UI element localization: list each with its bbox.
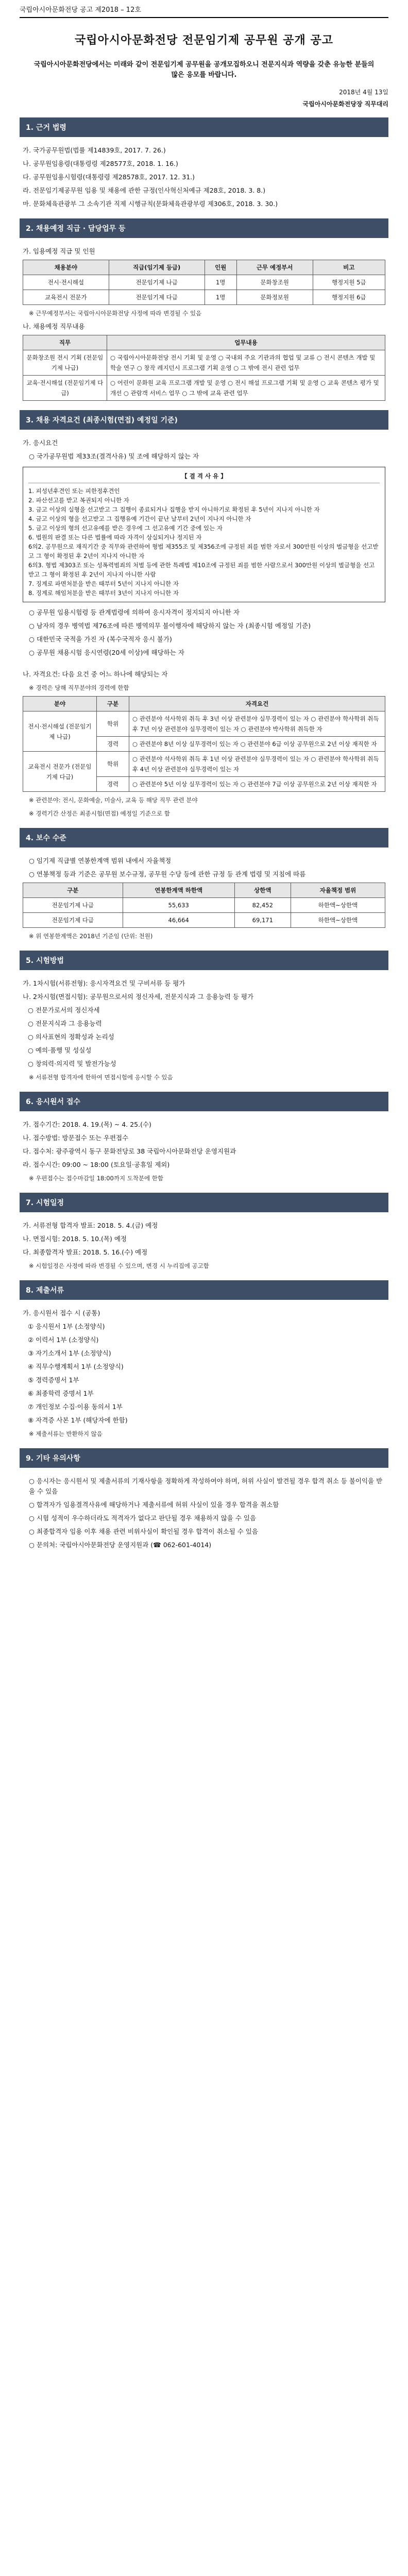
table-cell: 전문임기제 나급 [23,898,123,913]
table-cell: 교육·전시해설 (전문임기제 다급) [23,376,107,401]
list-item: 다. 공무원임용시험령(대통령령 제28578호, 2017. 12. 31.) [23,173,195,181]
table-row [23,913,385,928]
list-item: ② 이력서 1부 (소정양식) [28,1336,99,1344]
list-item: ③ 자기소개서 1부 (소정양식) [28,1349,111,1357]
table-note: ※ 근무예정부서는 국립아시아문화전당 사정에 따라 변경될 수 있음 [29,310,202,317]
table-cell: 학위 [97,711,129,737]
table-cell: ○ 관련분야 5년 이상 실무경력이 있는 자 ○ 관련분야 7급 이상 공무원으로 2년 이상 재직한 자 [129,777,385,792]
section-notes [20,1448,388,1550]
table-cell: 전시·전시해설 [23,275,109,290]
announce-date: 2018년 4월 13일 [339,89,388,96]
section-legal-basis [20,117,388,209]
list-item: ○ 남자의 경우 병역법 제76조에 따른 병역의무 불이행자에 해당하지 않는 자 (최종시험 예정일 기준) [29,622,311,630]
list-item: ○ 전문가로서의 정신자세 [28,1006,100,1014]
section-documents [20,1280,388,1439]
table-cell: 경력 [97,737,129,752]
list-item: 다. 최종합격자 발표: 2018. 5. 16.(수) 예정 [23,1248,148,1256]
subsection-title: 가. 임용예정 직급 및 인원 [23,247,95,255]
list-item: 4. 금고 이상의 형을 선고받고 그 집행유예 기간이 끝난 날부터 2년이 지나지 아니한 자 [28,515,251,522]
table-cell: 55,633 [123,898,234,913]
table-cell: 행정지원 6급 [313,290,385,305]
list-item: ○ 공무원 임용시험령 등 관계법령에 의하여 응시자격이 정지되지 아니한 자 [29,608,240,616]
column-header: 구분 [97,697,129,711]
column-header: 근무 예정부서 [236,260,313,275]
subsection-title: 나. 채용예정 직무내용 [23,323,85,330]
table-cell: ○ 어린이 문화원 교육 프로그램 개발 및 운영 ○ 전시 해설 프로그램 기획 및 운영 ○ 교육 콘텐츠 평가 및 개선 ○ 관람객 서비스 업무 ○ 그 밖에 교육 관련 업무 [107,376,385,401]
list-item: 가. 1차시험(서류전형): 응시자격요건 및 구비서류 등 평가 [23,979,185,987]
column-header: 상한액 [234,883,291,898]
table-cell: 전문임기제 다급 [109,290,205,305]
list-item: 라. 전문임기제공무원 임용 및 채용에 관한 규정(인사혁신처예규 제28호, 2018. 3. 8.) [23,187,266,194]
list-item: ⑦ 개인정보 수집·이용 동의서 1부 [28,1403,123,1411]
table-cell: 학위 [97,752,129,777]
column-header: 분야 [23,697,97,711]
list-item: ○ 전문지식과 그 응용능력 [28,1020,102,1027]
table-row [23,275,385,290]
list-item: ○ 국가공무원법 제33조(결격사유) 및 조에 해당하지 않는 자 [29,452,199,460]
column-header: 비고 [313,260,385,275]
table-cell: ○ 관련분야 석사학위 취득 후 1년 이상 관련분야 실무경력이 있는 자 ○ 관련분야 학사학위 취득 후 4년 이상 관련분야 실무경력이 있는 자 [129,752,385,777]
table-row [23,752,385,777]
column-header: 채용분야 [23,260,109,275]
section-heading: 7. 시험일정 [20,1193,388,1212]
list-item: ⑧ 자격증 사본 1부 (해당자에 한함) [28,1416,128,1424]
section-heading: 2. 채용예정 직급 · 담당업무 등 [20,218,388,238]
table-cell: 문화창조원 [236,275,313,290]
section-heading: 3. 채용 자격요건 (최종시험(면접) 예정일 기준) [20,410,388,430]
section-heading: 9. 기타 유의사항 [20,1448,388,1468]
list-item: ○ 창의력·의지력 및 발전가능성 [28,1060,116,1067]
list-item: 7. 징계로 파면처분을 받은 때부터 5년이 지나지 아니한 자 [28,580,179,587]
list-item: 6. 법원의 판결 또는 다른 법률에 따라 자격이 상실되거나 정지된 자 [28,534,202,541]
list-item: ① 응시원서 1부 (소정양식) [28,1323,105,1330]
column-header: 직급(임기제 등급) [109,260,205,275]
table-note: ※ 경력기간 산정은 최종시험(면접) 예정일 기준으로 함 [29,810,170,817]
section-heading: 4. 보수 수준 [20,828,388,848]
table-note: ※ 위 연봉한계액은 2018년 기준임 (단위: 천원) [29,933,153,940]
list-item: ○ 연봉책정 등과 기준은 공무원 보수규정, 공무원 수당 등에 관한 규정 등 관계 법령 및 지침에 따름 [29,870,306,878]
section-heading: 5. 시험방법 [20,951,388,970]
section-schedule [20,1193,388,1271]
table-row [23,350,385,376]
list-item: ○ 합격자가 임용결격사유에 해당하거나 제출서류에 허위 사실이 있을 경우 합격을 취소함 [29,1501,279,1509]
list-item: 나. 공무원임용령(대통령령 제28577호, 2018. 1. 16.) [23,160,178,167]
table-row [23,898,385,913]
list-item: ⑥ 최종학력 증명서 1부 [28,1389,94,1397]
subsection-title: 가. 응시원서 접수 시 (공통) [23,1309,100,1317]
table-cell: 경력 [97,777,129,792]
list-item: 가. 접수기간: 2018. 4. 19.(목) ~ 4. 25.(수) [23,1121,151,1128]
table-cell: 교육전시 전문가 (전문임기제 다급) [23,752,97,792]
list-item: ○ 최종합격자 임용 이후 채용 관련 비위사실이 확인될 경우 합격이 취소될 수 있음 [29,1528,258,1535]
box-title: 【 결 격 사 유 】 [28,471,380,483]
section-exam-method [20,951,388,1082]
table-note: ※ 시험일정은 사정에 따라 변경될 수 있으며, 변경 시 누리집에 공고함 [29,1262,209,1269]
table-cell: 46,664 [123,913,234,928]
page-title: 국립아시아문화전당 전문임기제 공무원 공개 공고 [75,34,333,47]
list-item: 라. 접수시간: 09:00 ~ 18:00 (토요일·공휴일 제외) [23,1161,170,1168]
list-item: ○ 시험 성적이 우수하더라도 적격자가 없다고 판단될 경우 채용하지 않을 수 있음 [29,1514,257,1522]
list-item: ○ 응시자는 응시원서 및 제출서류의 기재사항을 정확하게 작성하여야 하며, 허위 사실이 발견될 경우 합격 취소 등 불이익을 받을 수 있음 [29,1477,383,1495]
table-cell: 전문임기제 다급 [23,913,123,928]
list-item: ○ 예의·품행 및 성실성 [28,1046,92,1054]
list-item: 가. 서류전형 합격자 발표: 2018. 5. 4.(금) 예정 [23,1222,158,1229]
table-cell: 82,452 [234,898,291,913]
table-cell: 하한액~상한액 [291,898,385,913]
table-note: ※ 서류전형 합격자에 한하여 면접시험에 응시할 수 있음 [29,1074,173,1081]
table-cell: ○ 국립아시아문화전당 전시 기획 및 운영 ○ 국내외 주요 기관과의 협업 및 교류 ○ 전시 콘텐츠 개발 및 학술 연구 ○ 창작 레지던시 프로그램 기획 운영 ○ 그 밖에 전시 관련 업무 [107,350,385,376]
table-cell: 교육전시 전문가 [23,290,109,305]
section-positions [20,218,388,401]
table-cell: 1명 [205,290,236,305]
table-cell: 전문임기제 나급 [109,275,205,290]
column-header: 인원 [205,260,236,275]
positions-table [23,260,385,305]
announce-org: 국립아시아문화전당장 직무대리 [302,100,388,108]
column-header: 업무내용 [107,335,385,350]
subsection-title: 가. 응시요건 [23,439,58,447]
section-application [20,1092,388,1183]
subsection-title: 나. 자격요건: 다음 요건 중 어느 하나에 해당되는 자 [23,670,168,678]
list-item: ⑤ 경력증명서 1부 [28,1376,79,1384]
list-item: 6의3. 형법 제303조 또는 성폭력범죄의 처벌 등에 관한 특례법 제10조에 규정된 죄를 범한 사람으로서 300만원 이상의 벌금형을 선고받고 그 형이 확정된 후 2년이 지나지 아니한 사람 [28,562,375,578]
list-item: 나. 2차시험(면접시험): 공무원으로서의 정신자세, 전문지식과 그 응용능력 등 평가 [23,993,254,1001]
disqualification-box [23,467,385,602]
list-item: 5. 금고 이상의 형의 선고유예를 받은 경우에 그 선고유예 기간 중에 있는 자 [28,524,223,532]
list-item: ○ 공무원 채용시험 응시연령(20세 이상)에 해당하는 자 [29,649,184,656]
column-header: 자율책정 범위 [291,883,385,898]
table-cell: ○ 관련분야 8년 이상 실무경력이 있는 자 ○ 관련분야 6급 이상 공무원으로 2년 이상 재직한 자 [129,737,385,752]
table-cell: 하한액~상한액 [291,913,385,928]
salary-table [23,883,385,928]
list-item: ○ 문의처: 국립아시아문화전당 운영지원과 (☎ 062-601-4014) [29,1541,212,1549]
section-salary [20,828,388,941]
list-item: 1. 피성년후견인 또는 피한정후견인 [28,487,120,495]
section-qualifications [20,410,388,819]
table-row [23,711,385,737]
table-cell: 69,171 [234,913,291,928]
table-note: ※ 경력은 당해 직무분야의 경력에 한함 [29,684,129,691]
requirements-table [23,696,385,792]
table-cell: 1명 [205,275,236,290]
list-item: 다. 접수처: 광주광역시 동구 문화전당로 38 국립아시아문화전당 운영지원과 [23,1147,236,1155]
list-item: 8. 징계로 해임처분을 받은 때부터 3년이 지나지 아니한 자 [28,589,179,597]
list-item: 나. 접수방법: 방문접수 또는 우편접수 [23,1134,129,1142]
section-heading: 6. 응시원서 접수 [20,1092,388,1111]
table-cell: 문화창조원 전시 기획 (전문임기제 나급) [23,350,107,376]
duties-table [23,335,385,401]
table-note: ※ 제출서류는 반환하지 않음 [29,1430,103,1437]
table-cell: 전시·전시해설 (전문임기제 나급) [23,711,97,752]
list-item: 가. 국가공무원법(법률 제14839호, 2017. 7. 26.) [23,146,166,154]
list-item: ④ 직무수행계획서 1부 (소정양식) [28,1363,124,1370]
section-heading: 1. 근거 법령 [20,117,388,137]
table-cell: 문화정보원 [236,290,313,305]
column-header: 구분 [23,883,123,898]
list-item: 3. 금고 이상의 실형을 선고받고 그 집행이 종료되거나 집행을 받지 아니하기로 확정된 후 5년이 지나지 아니한 자 [28,506,320,513]
list-item: 마. 문화체육관광부 그 소속기관 직제 시행규칙(문화체육관광부령 제306호, 2018. 3. 30.) [23,200,278,208]
list-item: 나. 면접시험: 2018. 5. 10.(목) 예정 [23,1235,127,1243]
list-item: 2. 파산선고를 받고 복권되지 아니한 자 [28,497,129,504]
column-header: 자격요건 [129,697,385,711]
list-item: 6의2. 공무원으로 재직기간 중 직무와 관련하여 형법 제355조 및 제356조에 규정된 죄를 범한 자로서 300만원 이상의 벌금형을 선고받고 그 형이 확정된 후 2년이 지나지 아니한 자 [28,543,379,560]
section-heading: 8. 제출서류 [20,1280,388,1300]
table-note: ※ 우편접수는 접수마감일 18:00까지 도착분에 한함 [29,1175,164,1182]
column-header: 직무 [23,335,107,350]
table-row [23,376,385,401]
list-item: ○ 의사표현의 정확성과 논리성 [28,1033,114,1041]
list-item: ○ 임기제 직급별 연봉한계액 범위 내에서 자율책정 [29,857,172,865]
column-header: 연봉한계액 하한액 [123,883,234,898]
intro-text: 국립아시아문화전당에서는 미래와 같이 전문임기제 공무원을 공개모집하오니 전문지식과 역량을 갖춘 유능한 분들의 많은 응모를 바랍니다. [33,61,375,79]
list-item: ○ 대한민국 국적을 가진 자 (복수국적자 응시 불가) [29,635,172,643]
table-note: ※ 관련분야: 전시, 문화예술, 미술사, 교육 등 해당 직무 관련 분야 [29,796,198,804]
announcement-number: 국립아시아문화전당 공고 제2018 – 12호 [20,0,388,18]
table-row [23,290,385,305]
table-cell: ○ 관련분야 석사학위 취득 후 3년 이상 관련분야 실무경력이 있는 자 ○ 관련분야 학사학위 취득 후 7년 이상 관련분야 실무경력이 있는 자 ○ 관련분야 박사학위 취득한 자 [129,711,385,737]
table-cell: 행정지원 5급 [313,275,385,290]
